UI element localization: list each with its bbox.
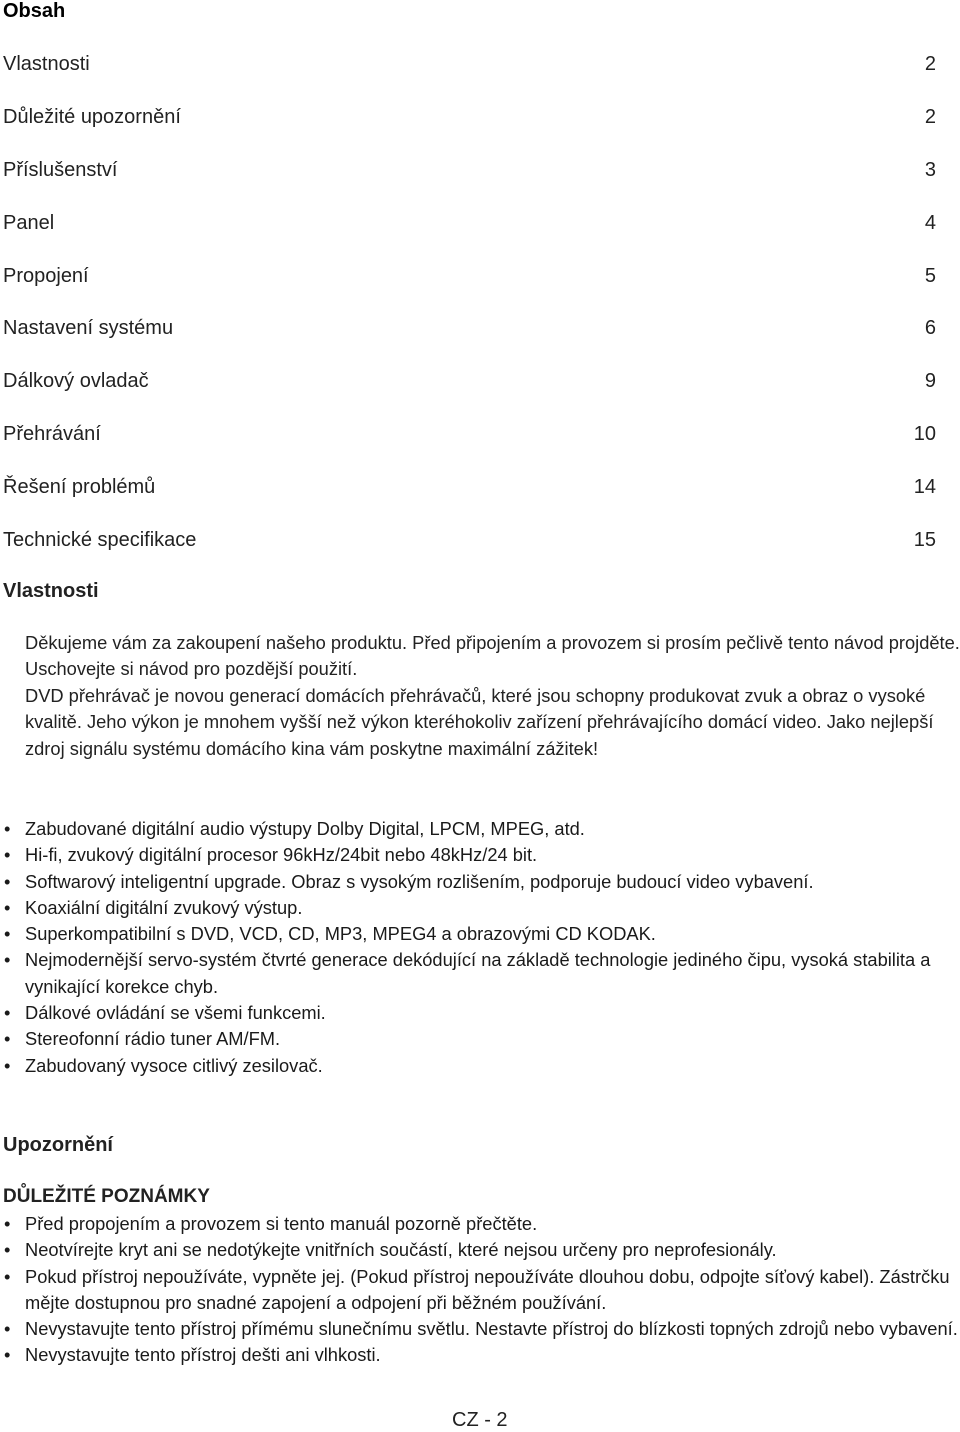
page-number: CZ - 2 [452, 1409, 508, 1431]
toc-entry-page: 3 [924, 158, 936, 181]
toc-entry-label: Nastavení systému [3, 317, 174, 340]
toc-entry-page: 10 [913, 423, 936, 446]
list-item: • Hi-fi, zvukový digitální procesor 96kHz/24bit nebo 48kHz/24 bit. [3, 842, 958, 868]
list-item: • Softwarový inteligentní upgrade. Obraz s vysokým rozlišením, podporuje budoucí video vybavení. [3, 869, 958, 895]
toc-entry-label: Příslušenství [3, 158, 118, 181]
toc-entry-page: 5 [924, 264, 936, 287]
list-item: • Neotvírejte kryt ani se nedotýkejte vnitřních součástí, které nejsou určeny pro neprofesionály. [3, 1237, 958, 1263]
toc-entry[interactable] [3, 264, 936, 317]
page-title: Obsah [3, 0, 66, 22]
warning-heading: Upozornění [3, 1134, 113, 1156]
list-item: • Před propojením a provozem si tento manuál pozorně přečtěte. [3, 1211, 958, 1237]
features-intro [25, 630, 960, 762]
toc-entry[interactable] [3, 52, 936, 105]
toc-entry-page: 6 [924, 317, 936, 340]
table-of-contents [3, 52, 936, 581]
toc-entry-page: 2 [924, 53, 936, 75]
intro-paragraph: DVD přehrávač je novou generací domácích přehrávačů, které jsou schopny produkovat zvuk a obraz o vysoké kvalitě. Jeho výkon je mnohem vyšší než výkon kteréhokoliv zařízení přehrávajícího domácí video. Jako nejlepší zdroj signálu systému domácího kina vám poskytne maximální zážitek! [25, 684, 934, 759]
important-notes-heading: DŮLEŽITÉ POZNÁMKY [3, 1186, 210, 1207]
list-item: • Nevystavujte tento přístroj přímému slunečnímu světlu. Nestavte přístroj do blízkosti topných zdrojů nebo vybavení. [3, 1316, 958, 1342]
list-item: • Pokud přístroj nepoužíváte, vypněte jej. (Pokud přístroj nepoužíváte dlouhou dobu, odpojte síťový kabel). Zástrčku mějte dostupnou pro snadné zapojení a odpojení při běžném používání. [3, 1264, 958, 1317]
toc-entry-label: Panel [3, 211, 55, 234]
toc-entry-page: 15 [913, 529, 936, 552]
toc-entry-label: Propojení [3, 264, 89, 287]
list-item: • Superkompatibilní s DVD, VCD, CD, MP3, MPEG4 a obrazovými CD KODAK. [3, 921, 958, 947]
list-item: • Zabudované digitální audio výstupy Dolby Digital, LPCM, MPEG, atd. [3, 816, 958, 842]
notes-list [3, 1211, 958, 1369]
list-item: • Nevystavujte tento přístroj dešti ani vlhkosti. [3, 1342, 958, 1368]
toc-entry-page: 2 [924, 105, 936, 128]
toc-entry[interactable] [3, 369, 936, 422]
toc-entry[interactable] [3, 528, 936, 581]
features-list [3, 816, 958, 1079]
toc-entry-page: 9 [924, 370, 936, 393]
toc-entry-label: Důležité upozornění [3, 105, 181, 128]
toc-entry[interactable] [3, 105, 936, 158]
list-item: • Dálkové ovládání se všemi funkcemi. [3, 1000, 958, 1026]
toc-entry-page: 4 [924, 211, 936, 234]
list-item: • Koaxiální digitální zvukový výstup. [3, 895, 958, 921]
list-item: • Nejmodernější servo-systém čtvrté generace dekódující na základě technologie jediného čipu, vysoká stabilita a vynikající korekce chyb. [3, 947, 958, 1000]
intro-paragraph: Děkujeme vám za zakoupení našeho produktu. Před připojením a provozem si prosím pečlivě tento návod projděte. Uschovejte si návod pro pozdější použití. [25, 632, 960, 680]
toc-entry[interactable] [3, 422, 936, 475]
toc-entry-label: Dálkový ovladač [3, 370, 149, 393]
toc-entry[interactable] [3, 316, 936, 369]
toc-entry-label: Řešení problémů [3, 476, 156, 499]
toc-entry-label: Technické specifikace [3, 529, 197, 552]
features-heading: Vlastnosti [3, 580, 99, 602]
list-item: • Zabudovaný vysoce citlivý zesilovač. [3, 1053, 958, 1079]
toc-entry[interactable] [3, 158, 936, 211]
toc-entry-page: 14 [913, 476, 936, 499]
list-item: • Stereofonní rádio tuner AM/FM. [3, 1026, 958, 1052]
toc-entry-label: Vlastnosti [3, 53, 90, 75]
toc-entry[interactable] [3, 475, 936, 528]
toc-entry[interactable] [3, 211, 936, 264]
toc-entry-label: Přehrávání [3, 423, 101, 446]
